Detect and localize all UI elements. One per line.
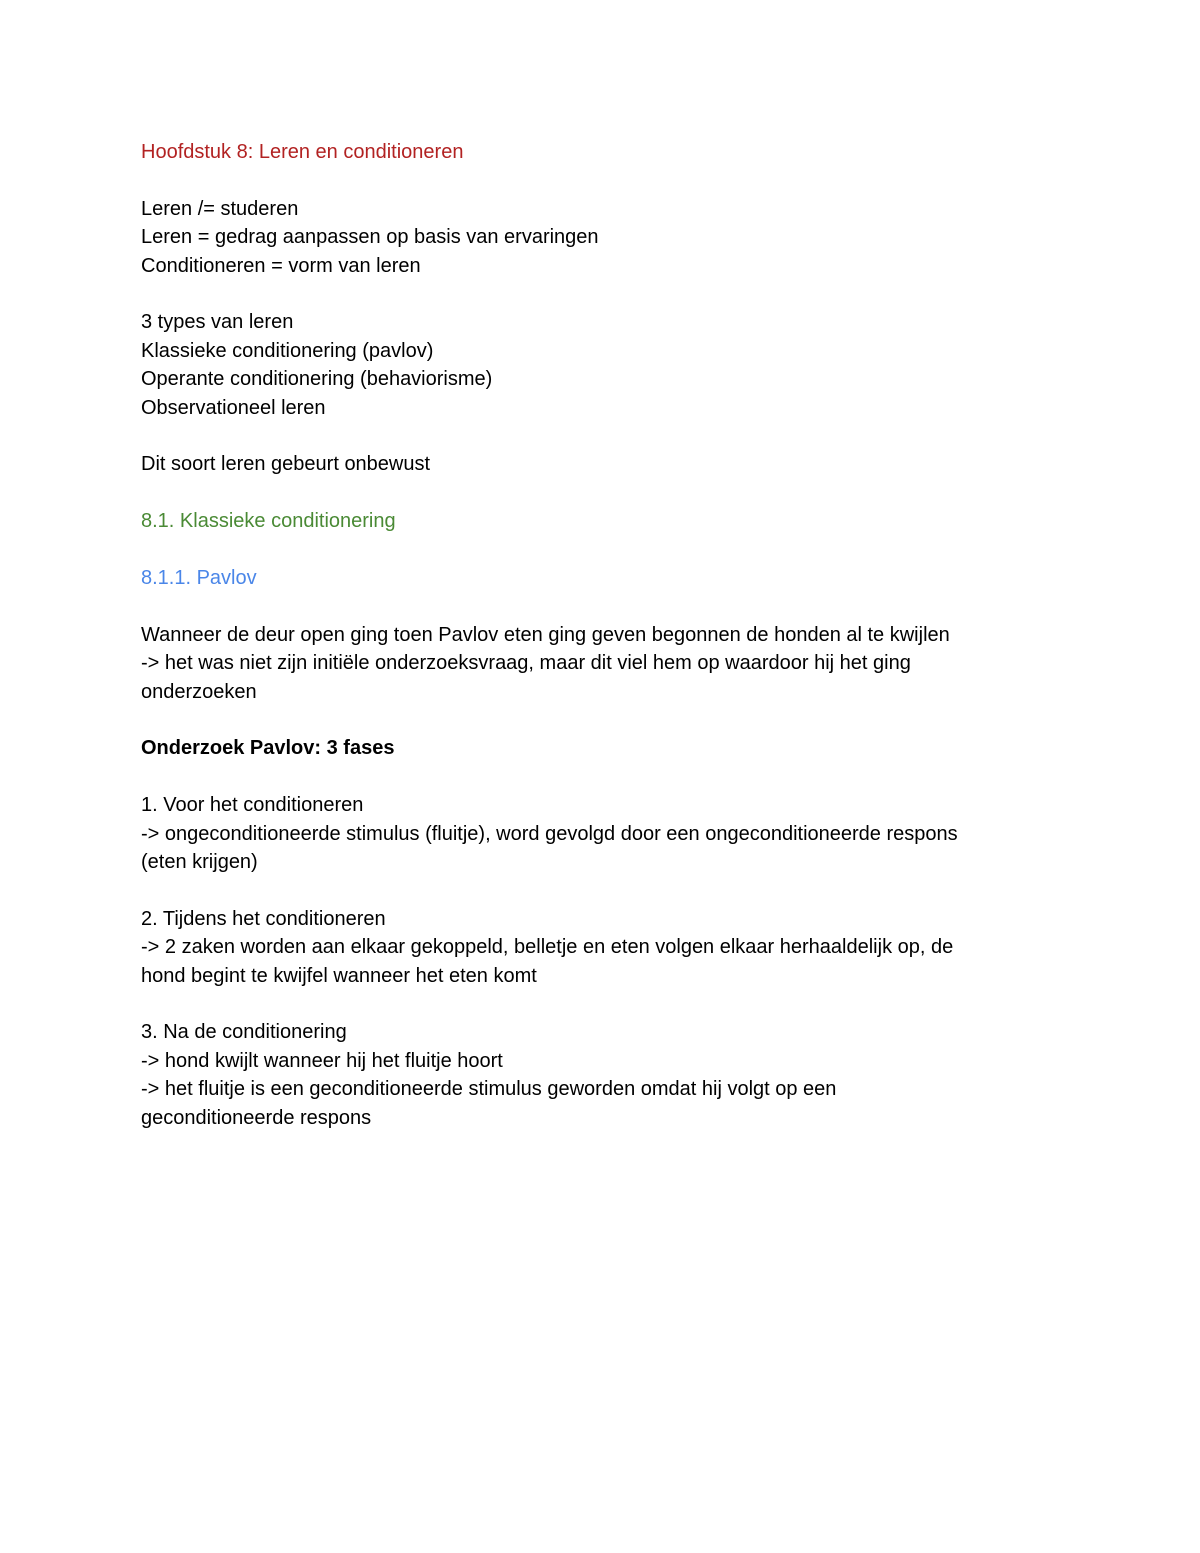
- phase1-line: (eten krijgen): [141, 851, 258, 874]
- spacer: [141, 166, 1041, 194]
- spacer: [141, 592, 1041, 620]
- phase3-line: 3. Na de conditionering: [141, 1021, 347, 1044]
- subsection-heading: 8.1.1. Pavlov: [141, 567, 257, 590]
- spacer: [141, 536, 1041, 564]
- intro-line: Leren = gedrag aanpassen op basis van ervaringen: [141, 226, 599, 249]
- paragraph-line: Wanneer de deur open ging toen Pavlov eten ging geven begonnen de honden al te kwijlen: [141, 623, 950, 646]
- intro-line: Leren /= studeren: [141, 197, 299, 220]
- section-heading: 8.1. Klassieke conditionering: [141, 510, 396, 533]
- paragraph-line: -> het was niet zijn initiële onderzoeksvraag, maar dit viel hem op waardoor hij het ging: [141, 652, 911, 675]
- document-page: [141, 138, 1041, 1132]
- document-title: Hoofdstuk 8: Leren en conditioneren: [141, 141, 464, 163]
- spacer: [141, 990, 1041, 1018]
- types-line: 3 types van leren: [141, 311, 294, 334]
- phase1-line: 1. Voor het conditioneren: [141, 794, 364, 817]
- phase3-line: -> het fluitje is een geconditioneerde stimulus geworden omdat hij volgt op een: [141, 1078, 837, 1101]
- spacer: [141, 763, 1041, 791]
- spacer: [141, 422, 1041, 450]
- types-line: Operante conditionering (behaviorisme): [141, 368, 493, 391]
- paragraph-line: onderzoeken: [141, 680, 257, 703]
- spacer: [141, 280, 1041, 308]
- types-line: Klassieke conditionering (pavlov): [141, 339, 434, 362]
- phase2-line: 2. Tijdens het conditioneren: [141, 907, 386, 930]
- intro-line: Conditioneren = vorm van leren: [141, 254, 421, 277]
- phase3-line: geconditioneerde respons: [141, 1106, 372, 1129]
- spacer: [141, 706, 1041, 734]
- phase2-line: hond begint te kwijfel wanneer het eten komt: [141, 964, 537, 987]
- research-heading: Onderzoek Pavlov: 3 fases: [141, 737, 395, 760]
- spacer: [141, 479, 1041, 507]
- phase1-line: -> ongeconditioneerde stimulus (fluitje), word gevolgd door een ongeconditioneerde respons: [141, 822, 958, 845]
- phase3-line: -> hond kwijlt wanneer hij het fluitje hoort: [141, 1049, 503, 1072]
- spacer: [141, 876, 1041, 904]
- phase2-line: -> 2 zaken worden aan elkaar gekoppeld, belletje en eten volgen elkaar herhaaldelijk op, de: [141, 936, 954, 959]
- note-line: Dit soort leren gebeurt onbewust: [141, 453, 431, 476]
- types-line: Observationeel leren: [141, 396, 326, 419]
